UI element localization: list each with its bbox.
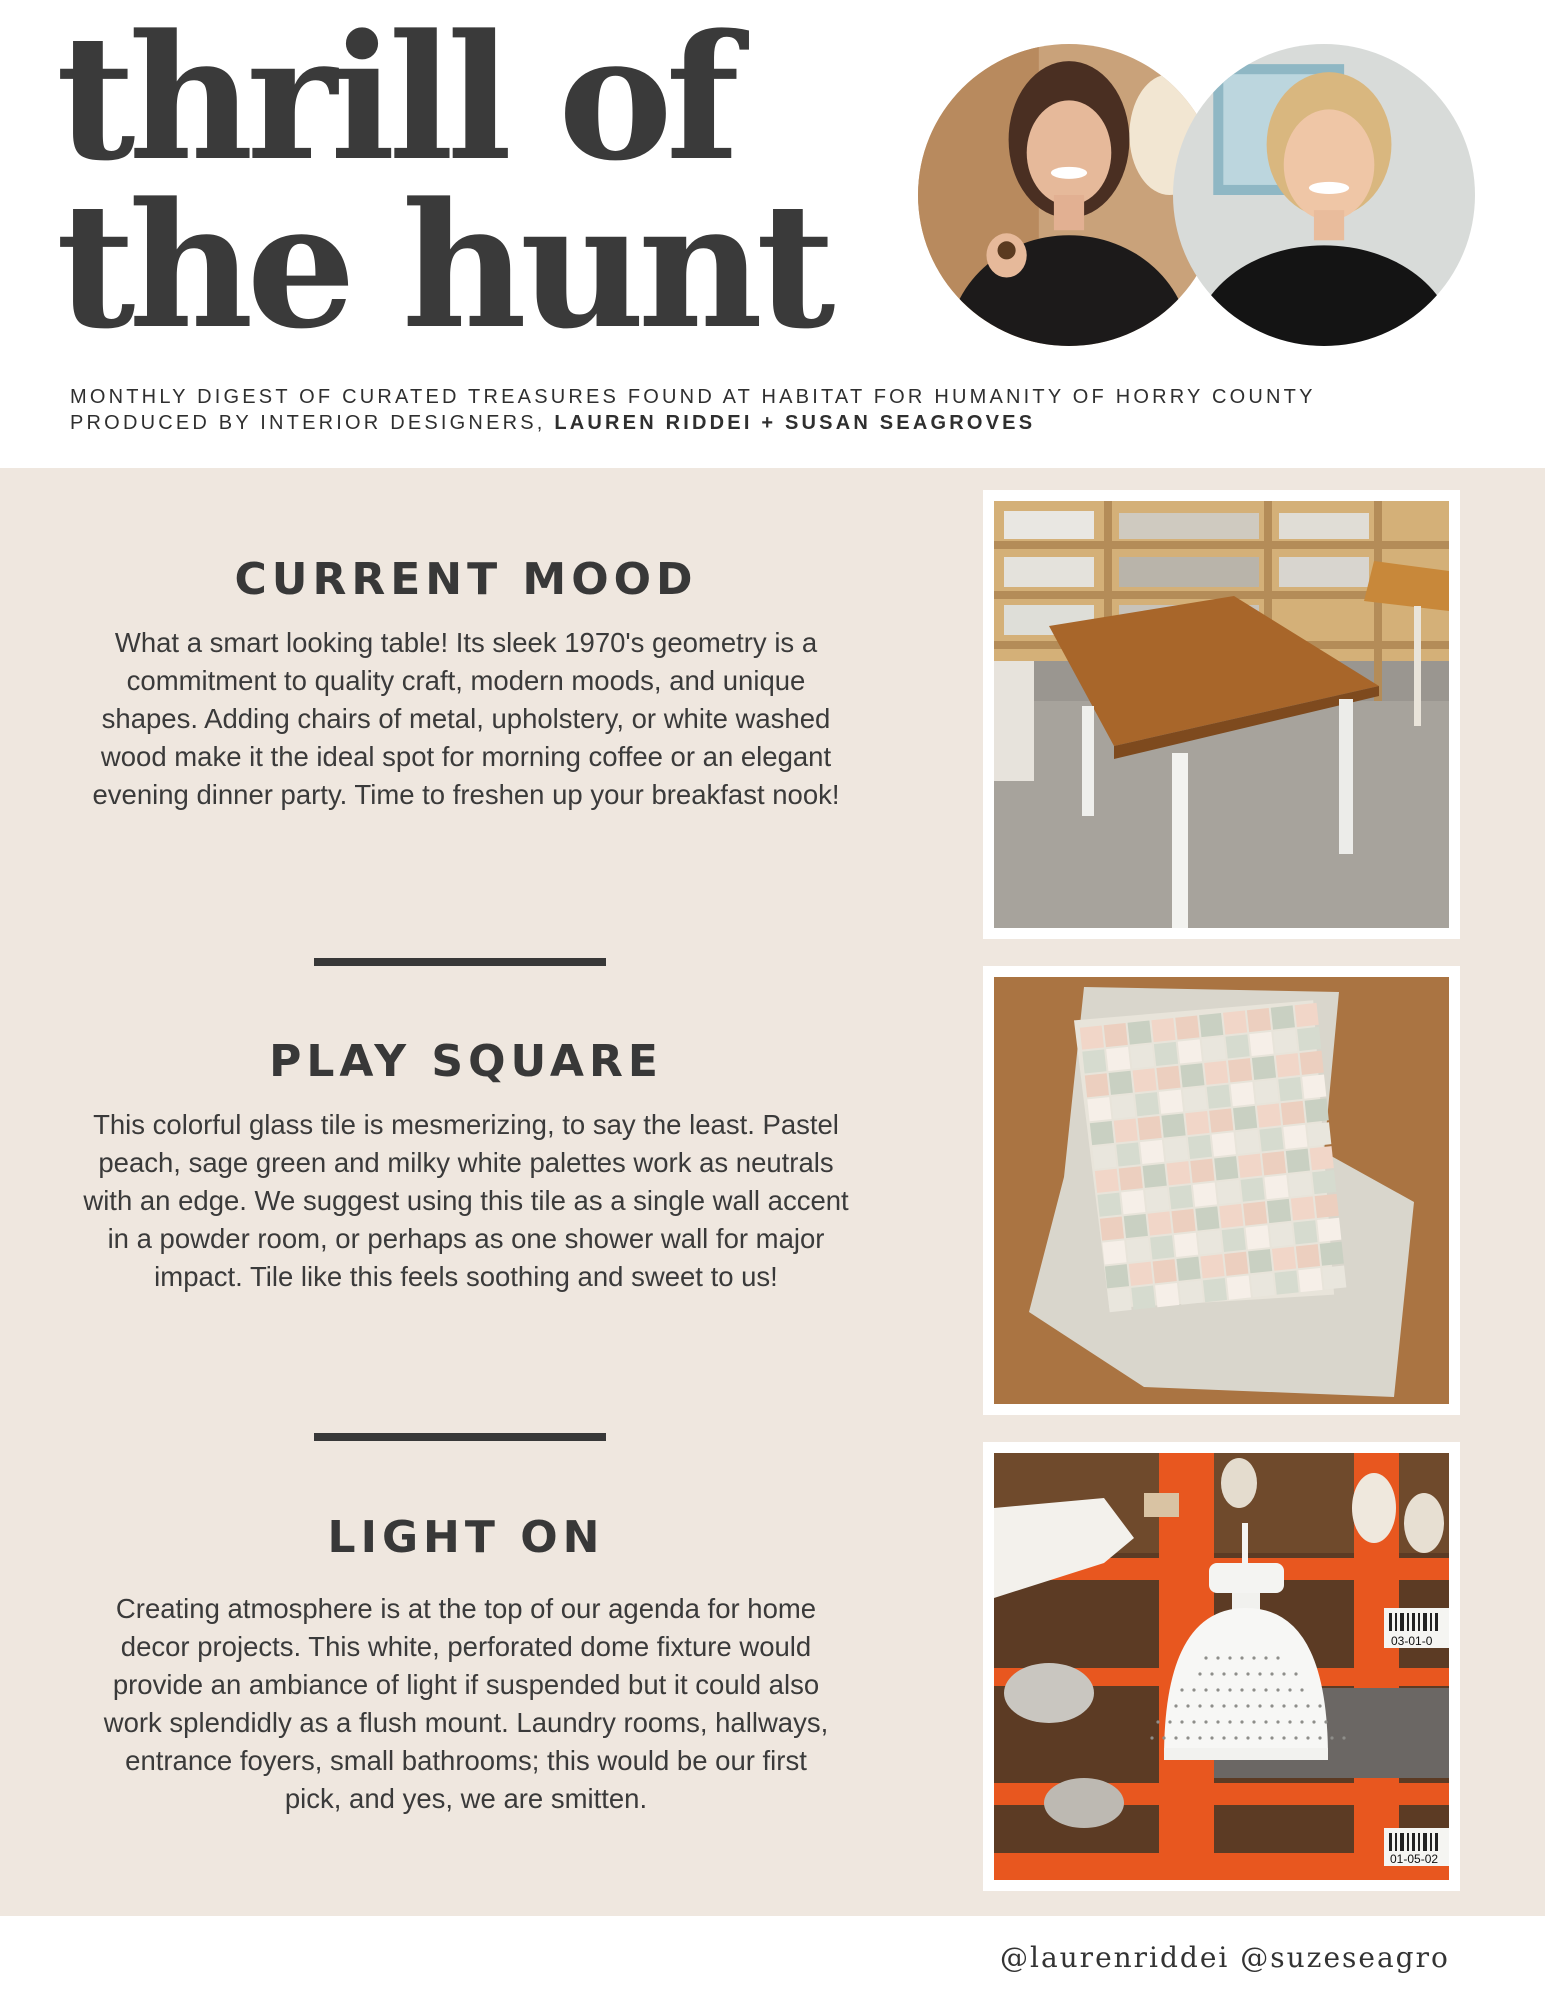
portrait-susan xyxy=(1173,44,1475,346)
masthead-line-2: the hunt xyxy=(56,164,829,367)
body-line: entrance foyers, small bathrooms; this would be our first xyxy=(125,1745,807,1776)
section-divider xyxy=(314,1433,606,1441)
section-body-play-square xyxy=(50,1106,882,1296)
body-line: decor projects. This white, perforated dome fixture would xyxy=(120,1631,812,1662)
body-line: wood make it the ideal spot for morning coffee or an elegant xyxy=(100,741,832,772)
portrait-susan-image xyxy=(1173,44,1475,346)
tagline xyxy=(70,384,1316,436)
body-line: with an edge. We suggest using this tile as a single wall accent xyxy=(83,1185,849,1216)
tagline-line-2 xyxy=(70,410,1316,436)
section-title-light-on: LIGHT ON xyxy=(327,1512,605,1563)
body-line: shapes. Adding chairs of metal, upholstery, or white washed xyxy=(101,703,831,734)
photo-table xyxy=(983,490,1460,939)
table-image xyxy=(994,501,1449,928)
barcode-icon xyxy=(1389,1833,1438,1851)
body-line: What a smart looking table! Its sleek 1970's geometry is a xyxy=(114,627,818,658)
light-image xyxy=(994,1453,1449,1880)
section-body-light-on xyxy=(50,1590,882,1818)
social-handles: @laurenriddei @suzeseagro xyxy=(1000,1941,1450,1974)
tagline-line-1: MONTHLY DIGEST OF CURATED TREASURES FOUND AT HABITAT FOR HUMANITY OF HORRY COUNTY xyxy=(70,386,1316,408)
section-body-current-mood xyxy=(50,624,882,814)
body-line: impact. Tile like this feels soothing and sweet to us! xyxy=(154,1261,778,1292)
body-line: work splendidly as a flush mount. Laundry rooms, hallways, xyxy=(103,1707,829,1738)
shelf-label-upper: 03-01-0 xyxy=(1391,1634,1433,1648)
body-line: evening dinner party. Time to freshen up your breakfast nook! xyxy=(92,779,840,810)
body-line: provide an ambiance of light if suspended but it could also xyxy=(112,1669,820,1700)
tiles-image xyxy=(994,977,1449,1404)
photo-tiles xyxy=(983,966,1460,1415)
tagline-designer-names: LAUREN RIDDEI + SUSAN SEAGROVES xyxy=(554,412,1036,434)
body-line: pick, and yes, we are smitten. xyxy=(284,1783,648,1814)
photo-light xyxy=(983,1442,1460,1891)
masthead-line-1: thrill of xyxy=(56,0,733,199)
body-line: This colorful glass tile is mesmerizing, to say the least. Pastel xyxy=(93,1109,839,1140)
header xyxy=(0,0,1545,468)
body-line: peach, sage green and milky white palettes work as neutrals xyxy=(98,1147,834,1178)
barcode-icon xyxy=(1389,1613,1438,1631)
shelf-label-lower: 01-05-02 xyxy=(1390,1852,1439,1866)
section-title-current-mood: CURRENT MOOD xyxy=(234,554,698,605)
section-title-play-square: PLAY SQUARE xyxy=(269,1036,663,1087)
masthead-title xyxy=(56,0,829,367)
body-line: Creating atmosphere is at the top of our agenda for home xyxy=(115,1593,817,1624)
body-line: in a powder room, or perhaps as one shower wall for major xyxy=(107,1223,825,1254)
tagline-credit-prefix: PRODUCED BY INTERIOR DESIGNERS, xyxy=(70,412,555,434)
body-line: commitment to quality craft, modern moods, and unique xyxy=(126,665,806,696)
section-divider xyxy=(314,958,606,966)
